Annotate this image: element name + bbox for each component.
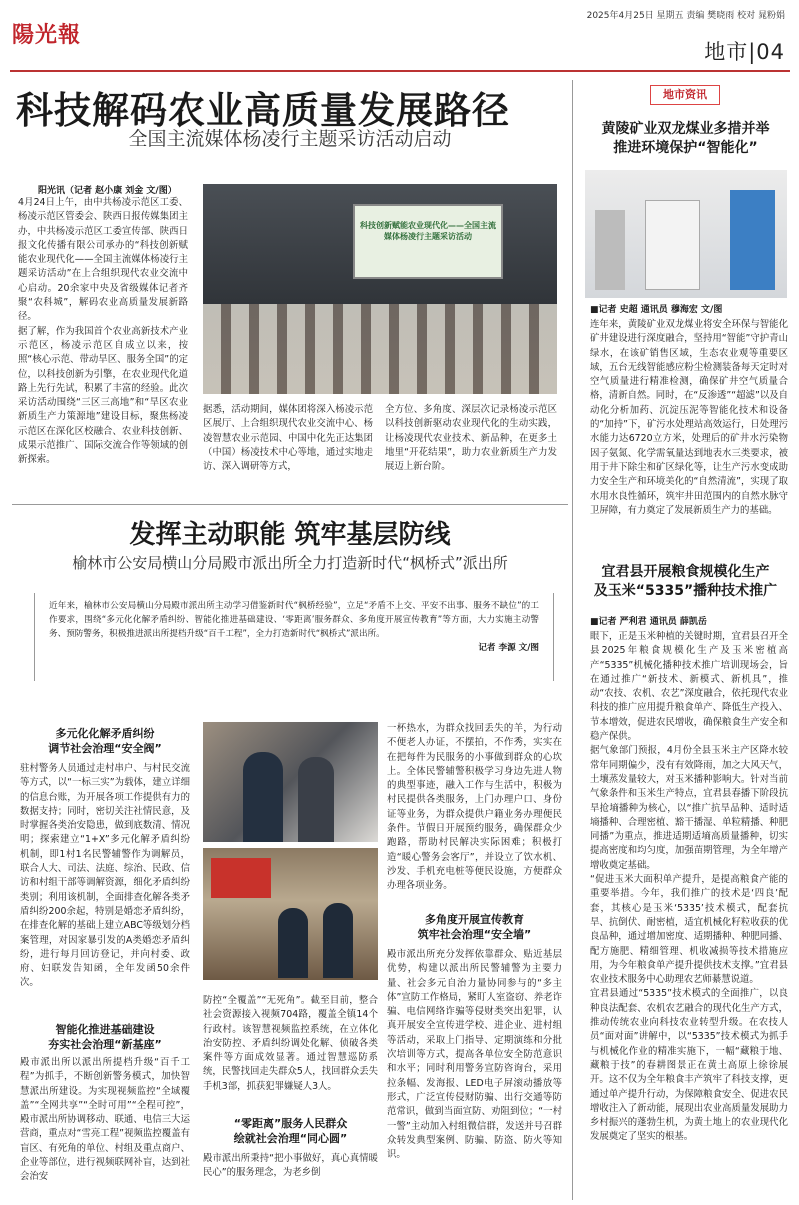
sidebar-body-1: 连年来，黄陵矿业双龙煤业将安全环保与智能化矿井建设进行深度融合，坚持用“智能”守护青山绿水，在该矿销售区域，生态农业观等重要区域，五台无线智能感应粉尘检测装备每天定时对空气质量进行精准检测，确保矿井空气质量合格，清新自然。同时，在“反渗透”“超滤”以及自动化分析加药、沉淀压泥等智能化技术和设备的“加持”下，矿污水处理站高效运行，日处理污水能力达6720立方米，处理后的矿井水污染物因子氨氮、化学需氧量达到地表水三类要求，被用于井下除尘和矿区绿化等，让生产污水变成助力安全生产和环境美化的“自然清流”，实现了取水用水良性循环，筑牢井田范围内的自然水脉守卫屏障，有力奠定了发展新质生产力的基础。 [590, 319, 788, 516]
lead-column-3: 全方位、多角度、深层次记录杨凌示范区以科技创新驱动农业现代化的生动实践，让杨凌现代农业技术、新品种，在更多土地里“开花结果”，助力农业新质生产力发展迈上新台阶。 [385, 404, 557, 473]
column-d-part2: 殿市派出所充分发挥依靠群众、贴近基层优势，构建以派出所民警辅警为主要力量、社会多元自治力量协同参与的“多主体”宣防工作格局，紧盯人室盗窃、养老诈骗、电信网络诈骗等侵财类突出犯罪，认真开展安全宣传进学校、进企业、进村组等活动，采取上门指导、定期演练和分批次培训等方式，提高各单位安全防范意识和水平；同时利用警务宣防咨询台，采用拉条幅、发海报、LED电子屏滚动播放等形式，广泛宣传侵财防骗、出行交通等防范常识，做到当面宣防、劝阻到位；“一村一警”主动加入村组微信群，发送并号召群众转发典型案例、防骗、防盗、防火等知识。 [387, 949, 562, 1161]
column-a: 驻村警务人员通过走村串户、与村民交流等方式，以“一标三实”为载体，建立详细的信息台账，为开展各项工作提供有力的数据支持；同时，密切关注社情民意，及时掌握各类治安隐患，做到底数清、情况明；探索建立“1+X”多元化解矛盾纠纷机制，即1村1名民警辅警作为调解员，联合人大、司法、法庭、综治、民政、信访和村组干部等调解资源，细化矛盾纠纷类别；利用该机制，全面排查化解各类矛盾纠纷200余起，特别是婚恋矛盾纠纷，在排查化解的基础上建立ABC等级划分档案管理，对因家暴引发的A类婚恋矛盾纠纷，进行每月回访登记，并向村委、政府、妇联发告知函，全年发函50余件次。 [20, 763, 190, 989]
subhead-diversified-mediation: 多元化化解矛盾纠纷 调节社会治理“安全阀” [48, 727, 162, 755]
divider [12, 504, 568, 505]
column-d-part1: 一杯热水，为群众找回丢失的羊，为行动不便老人办证，不摆拍，不作秀，实实在在把每件为民服务的小事做到群众的心坎上。全体民警辅警积极学习身边先进人物的典型事迹，融入工作与生活中，积极为村民提供各类服务，上门办理户口、身份证等业务，为群众提供户籍业务办理便民条件。节假日开展预约服务，确保群众少跑路，帮助村民解决实际困难；积极打造“暖心警务会客厅”，并设立了饮水机、沙发、手机充电桩等便民设施，方便群众办理各项业务。 [387, 723, 562, 892]
sidebar-body-2: 眼下，正是玉米种植的关键时期，宜君县召开全县2025年粮食规模化生产及玉米密植高产“5335”机械化播种技术推广培训现场会，旨在通过推广“新技术、新模式、新机具”，推动“农技、农机、农艺”深度融合，依托现代农业科技的推广应用提升粮食单产、降低生产投入、节本增效，促进农民增收，确保粮食生产安全和稳产保供。 据气象部门预报，4月份全县玉米主产区降水较常年同期偏少，没有有效降雨，加之大风天气，土壤蒸发量较大，对玉米播种影响大。针对当前气象条件和玉米生产特点，宜君县春播下阶段抗旱抢墒播种为核心，以“推广抗旱品种、适时适墒播种、合理密植、豁干播湿、单粒精播、种肥同播”为重点，推进适期适墒高质量播种，切实提高密度和均匀度，加强苗期管理，为全年增产增收奠定基础。 “促进玉米大面积单产提升，是提高粮食产能的重要举措。今年，我们推广的技术是‘四良’配套，其核心是玉米‘5335’技术模式，配套抗旱、抗倒伏、耐密植，适宜机械化籽粒收获的优良品种，通过增加密度、适期播种、种肥同播、配方施肥、精细管理、机收减损等技术措施应用，为今年粮食单产提升提供技术支撑。”宜君县农业技术服务中心助理农艺师綦慧说道。 宜君县通过“5335”技术模式的全面推广，以良种良法配套、农机农艺融合的现代化生产方式，推动传统农业向科技农业转型升级。在农技人员“面对面”讲解中，以“5335”技术模式为抓手与机械化作业的精准实施下，一幅“藏粮于地、藏粮于技”的春耕图景正在黄土高原上徐徐展开。这不仅为全年粮食丰产筑牢了科技支撑，更通过单产提升行动，为保障粮食安全、促进农民增收注入了新动能，展现出农业高质量发展助力乡村振兴的蓬勃生机，为黄土地上的农业现代化发展奠定了坚实的根基。 [590, 631, 788, 1143]
lead-column-1: 4月24日上午，由中共杨凌示范区工委、杨凌示范区管委会、陕西日报传媒集团主办，中共杨凌示范区工委宣传部、陕西日报文化传播有限公司承办的“科技创新赋能农业现代化——全国主流媒体杨凌行主题采访活动”在上合组织现代农业交流中心启动。20余家中央及省级媒体记者齐聚“农科城”，解码农业高质量发展新路径。 据了解，作为我国首个农业高新技术产业示范区，杨凌示范区自成立以来，按照“核心示范、带动旱区、服务全国”的定位，以科技创新为引擎，在农业现代化道路上先行先试，积累了丰富的经验。此次采访活动围绕“三区三高地”和“旱区农业新质生产力策源地”建设目标，聚焦杨凌示范区在深化区校融合、农业科技创新、成果示范推广、国际交流合作等领域的创新探索。 [18, 197, 188, 466]
newspaper-logo: 陽光報 [12, 22, 82, 48]
second-subheadline: 榆林市公安局横山分局殿市派出所全力打造新时代“枫桥式”派出所 [72, 554, 508, 572]
sidebar-byline-1: ■记者 史超 通讯员 穆海宏 文/图 [590, 305, 723, 315]
police-photo-2 [203, 848, 378, 980]
second-intro [34, 593, 554, 681]
photo-screen-text: 科技创新赋能农业现代化——全国主流媒体杨凌行主题采访活动 [360, 221, 496, 241]
subhead-zero-distance: “零距离”服务人民群众 绘就社会治理“同心圆” [233, 1117, 348, 1145]
subhead-smart-infrastructure: 智能化推进基础建设 夯实社会治理“新基座” [48, 1023, 162, 1051]
local-news-label: 地市资讯 [650, 85, 720, 105]
police-photo-1 [203, 722, 378, 842]
lead-byline: 阳光讯（记者 赵小康 刘金 文/图） [38, 186, 177, 196]
section-label: 地市|04 [704, 40, 785, 64]
lead-column-2: 据悉，活动期间，媒体团将深入杨凌示范区展厅、上合组织现代农业交流中心、杨凌智慧农业示范园、中国中化先正达集团（中国）杨凌技术中心等地，通过实地走访、深入调研等方式， [203, 404, 373, 473]
sidebar-byline-2: ■记者 严利君 通讯员 薛凯岳 [590, 617, 707, 627]
lead-photo [203, 184, 557, 394]
second-headline: 发挥主动职能 筑牢基层防线 [129, 520, 451, 550]
column-c-part2: 防控“全覆盖”“无死角”。截至目前，整合社会资源接入视频704路，覆盖全镇14个行政村。该智慧视频监控系统，在立体化治安防控、矛盾纠纷调处化解、侦破各类案件等方面成效显著。通过智慧巡防系统，民警找回走失群众5人，找回群众丢失手机3部，抓获犯罪嫌疑人3人。 [203, 995, 378, 1092]
dateline: 2025年4月25日 星期五 责编 樊晓雨 校对 晁粉娟 [586, 11, 785, 21]
sidebar-photo [585, 170, 787, 298]
lead-headline: 科技解码农业高质量发展路径 [16, 89, 510, 132]
lead-subheadline: 全国主流媒体杨凌行主题采访活动启动 [128, 128, 452, 150]
sidebar-headline-2: 宜君县开展粮食规模化生产 及玉米“5335”播种技术推广 [593, 564, 778, 599]
column-c-part3: 殿市派出所秉持“把小事做好，真心真情暖民心”的服务理念，为老乡倒 [203, 1153, 378, 1179]
sidebar-headline-1: 黄陵矿业双龙煤业多措并举 推进环境保护“智能化” [601, 121, 770, 156]
column-b: 殿市派出所以派出所提档升级“百千工程”为抓手，不断创新警务模式，加快智慧派出所建设。为实现视频监控“全域覆盖”“全网共享”“全时可用”“全程可控”，殿市派出所协调移动、联通、电信三大运营商，重点对“雪亮工程”视频监控覆盖有盲区、有死角的单位、村组及重点商户、企业等部位，进行视频联网补盲，达到社会治安 [20, 1057, 190, 1183]
subhead-publicity: 多角度开展宣传教育 筑牢社会治理“安全墙” [417, 913, 532, 941]
top-rule [10, 70, 790, 72]
intro-byline: 记者 李源 文/图 [478, 643, 539, 653]
column-divider [572, 80, 573, 1200]
intro-text: 近年来，榆林市公安局横山分局殿市派出所主动学习借鉴新时代“枫桥经验”，立足“矛盾不上交、平安不出事、服务不缺位”的工作要求，围绕“多元化化解矛盾纠纷、智能化推进基础建设、‘零距离’服务群众、多角度开展宣传教育”等方面，大力实施主动警务、预防警务，积极推进派出所提档升级“百千工程”，全力打造新时代“枫桥式”派出所。 [49, 601, 539, 639]
